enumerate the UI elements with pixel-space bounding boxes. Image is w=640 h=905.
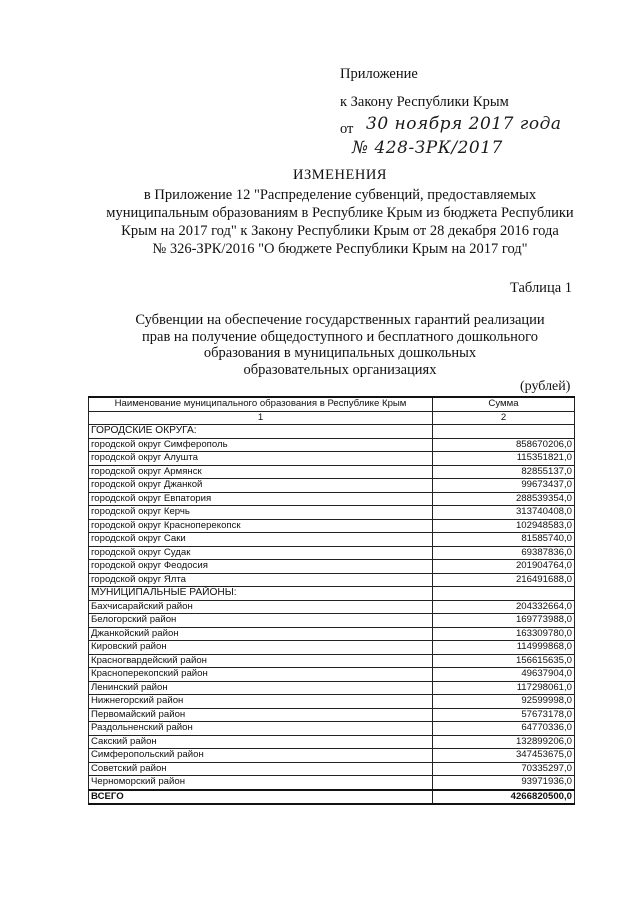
section-header-row (89, 425, 575, 439)
subtitle-line-3: образования в муниципальных дошкольных (203, 345, 477, 361)
table-row (89, 479, 575, 493)
municipality-name: городской округ Судак (89, 546, 433, 560)
municipality-name: городской округ Симферополь (89, 438, 433, 452)
appendix-law-ref: к Закону Республики Крым (340, 94, 509, 110)
subsidy-amount: 102948583,0 (433, 519, 575, 533)
subsidy-amount: 49637904,0 (433, 668, 575, 682)
subsidy-amount: 163309780,0 (433, 627, 575, 641)
subsidy-table-body (89, 397, 575, 804)
municipality-name: городской округ Феодосия (89, 560, 433, 574)
table-row (89, 506, 575, 520)
section-title: ГОРОДСКИЕ ОКРУГА: (89, 425, 433, 439)
subsidy-amount: 169773988,0 (433, 614, 575, 628)
table-row (89, 681, 575, 695)
municipality-name: Белогорский район (89, 614, 433, 628)
municipality-name: Красногвардейский район (89, 654, 433, 668)
changes-heading (60, 166, 620, 258)
municipality-name: городской округ Красноперекопск (89, 519, 433, 533)
table-row (89, 533, 575, 547)
subsidy-amount: 114999868,0 (433, 641, 575, 655)
units-label: (рублей) (520, 379, 571, 394)
table-row (89, 614, 575, 628)
table-row (89, 452, 575, 466)
municipality-name: Джанкойский район (89, 627, 433, 641)
subsidy-amount: 64770336,0 (433, 722, 575, 736)
subtitle-line-1: Субвенции на обеспечение государственных гарантий реализации (135, 312, 545, 328)
municipality-name: Ленинский район (89, 681, 433, 695)
header-name: Наименование муниципального образования в Республике Крым (89, 397, 433, 411)
heading-line-1: в Приложение 12 "Распределение субвенций, предоставляемых (143, 187, 537, 203)
subsidy-amount: 132899206,0 (433, 735, 575, 749)
subtitle-line-4: образовательных организациях (243, 361, 437, 378)
table-row (89, 776, 575, 790)
table-row (89, 668, 575, 682)
handwritten-date: 30 ноября 2017 года (366, 114, 562, 134)
subsidy-amount: 156615635,0 (433, 654, 575, 668)
municipality-name: Советский район (89, 762, 433, 776)
subsidy-amount: 81585740,0 (433, 533, 575, 547)
total-label: ВСЕГО (89, 790, 433, 805)
table-row (89, 695, 575, 709)
municipality-name: Красноперекопский район (89, 668, 433, 682)
subsidy-amount: 93971936,0 (433, 776, 575, 790)
subsidy-amount: 347453675,0 (433, 749, 575, 763)
table-row (89, 492, 575, 506)
table-row (89, 438, 575, 452)
table-row (89, 600, 575, 614)
subsidy-amount: 69387836,0 (433, 546, 575, 560)
table-header-row (89, 397, 575, 411)
table-row (89, 749, 575, 763)
table-row (89, 627, 575, 641)
total-row (89, 790, 575, 805)
appendix-from-label: от (340, 121, 354, 137)
municipality-name: Симферопольский район (89, 749, 433, 763)
table-row (89, 465, 575, 479)
handwritten-number: № 428-ЗРК/2017 (352, 138, 503, 158)
heading-line-2: муниципальным образованиям в Республике Крым из бюджета Республики (106, 205, 574, 221)
table-row (89, 573, 575, 587)
total-amount: 4266820500,0 (433, 790, 575, 805)
table-row (89, 641, 575, 655)
colnum-2: 2 (433, 411, 575, 425)
heading-line-3: Крым на 2017 год" к Закону Республики Крым от 28 декабря 2016 года (121, 223, 559, 239)
table-row (89, 708, 575, 722)
municipality-name: Черноморский район (89, 776, 433, 790)
subsidy-amount: 858670206,0 (433, 438, 575, 452)
subsidy-amount: 204332664,0 (433, 600, 575, 614)
municipality-name: Сакский район (89, 735, 433, 749)
municipality-name: Кировский район (89, 641, 433, 655)
municipality-name: Первомайский район (89, 708, 433, 722)
section-title: МУНИЦИПАЛЬНЫЕ РАЙОНЫ: (89, 587, 433, 601)
subsidy-amount: 82855137,0 (433, 465, 575, 479)
table-row (89, 546, 575, 560)
subsidy-amount: 99673437,0 (433, 479, 575, 493)
municipality-name: городской округ Армянск (89, 465, 433, 479)
section-empty-cell (433, 587, 575, 601)
table-row (89, 654, 575, 668)
table-row (89, 762, 575, 776)
table-row (89, 735, 575, 749)
table-label: Таблица 1 (510, 280, 573, 296)
subsidy-amount: 117298061,0 (433, 681, 575, 695)
appendix-title: Приложение (340, 66, 418, 82)
municipality-name: городской округ Ялта (89, 573, 433, 587)
header-amount: Сумма (433, 397, 575, 411)
subsidy-amount: 115351821,0 (433, 452, 575, 466)
section-header-row (89, 587, 575, 601)
subsidy-amount: 57673178,0 (433, 708, 575, 722)
subsidy-amount: 288539354,0 (433, 492, 575, 506)
colnum-1: 1 (89, 411, 433, 425)
subsidy-table (88, 396, 575, 805)
table-row (89, 560, 575, 574)
heading-title: ИЗМЕНЕНИЯ (293, 167, 387, 183)
subsidy-amount: 216491688,0 (433, 573, 575, 587)
subsidy-amount: 313740408,0 (433, 506, 575, 520)
table-colnum-row (89, 411, 575, 425)
subsidy-amount: 201904764,0 (433, 560, 575, 574)
municipality-name: Раздольненский район (89, 722, 433, 736)
municipality-name: Нижнегорский район (89, 695, 433, 709)
subsidy-amount: 92599998,0 (433, 695, 575, 709)
table-row (89, 519, 575, 533)
table-row (89, 722, 575, 736)
subsidy-amount: 70335297,0 (433, 762, 575, 776)
table-subtitle (60, 312, 620, 378)
subtitle-line-2: прав на получение общедоступного и бесплатного дошкольного (142, 328, 538, 345)
heading-line-4: № 326-ЗРК/2016 "О бюджете Республики Крым на 2017 год" (152, 241, 528, 257)
municipality-name: городской округ Керчь (89, 506, 433, 520)
municipality-name: городской округ Алушта (89, 452, 433, 466)
municipality-name: городской округ Саки (89, 533, 433, 547)
municipality-name: городской округ Джанкой (89, 479, 433, 493)
section-empty-cell (433, 425, 575, 439)
municipality-name: городской округ Евпатория (89, 492, 433, 506)
municipality-name: Бахчисарайский район (89, 600, 433, 614)
